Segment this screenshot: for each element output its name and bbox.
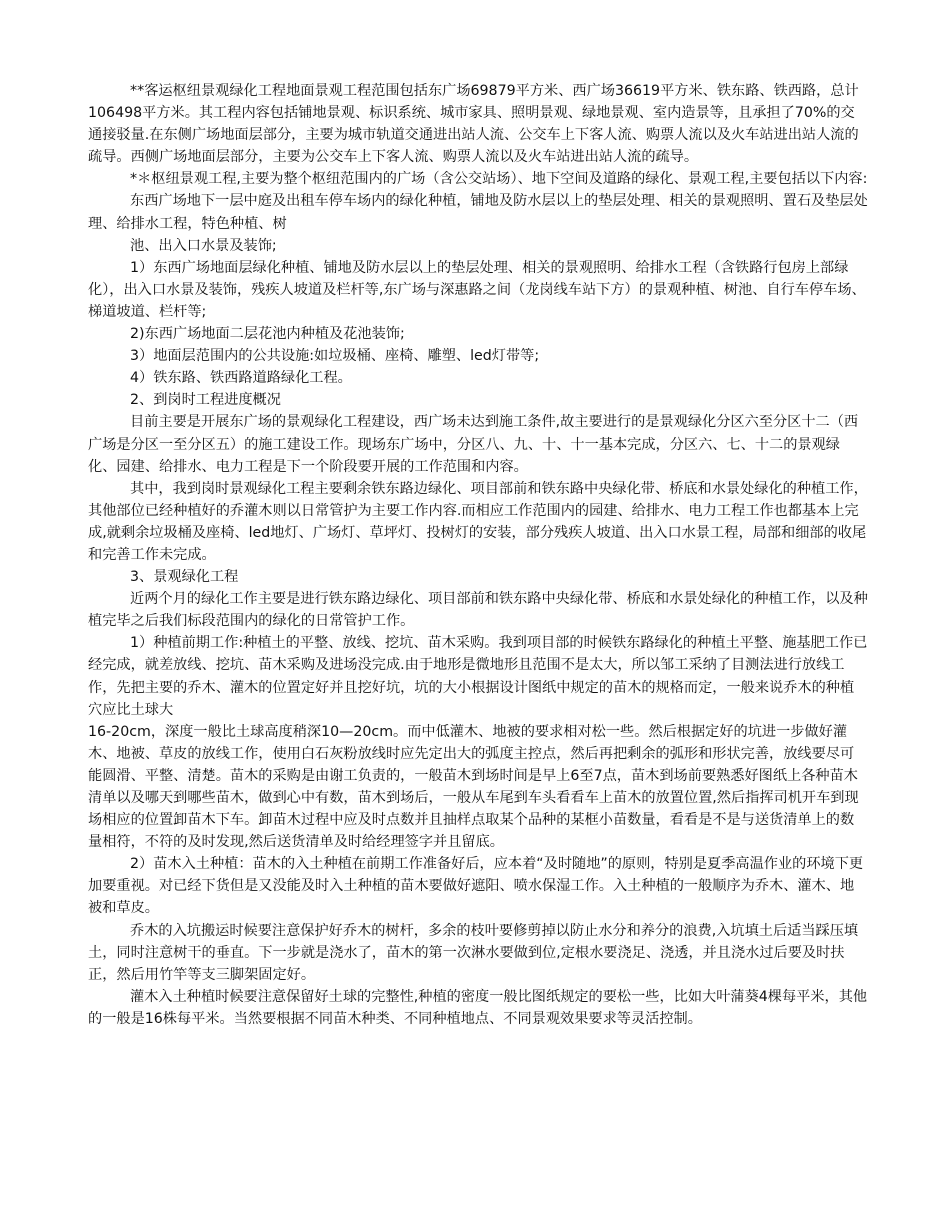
paragraph-recent-greening: 近两个月的绿化工作主要是进行铁东路边绿化、项目部前和铁东路中央绿化带、桥底和水景处绿化的种植工作，以及种植完毕之后我们标段范围内的绿化的日常管护工作。 — [88, 591, 868, 630]
list-item-1: 1）东西广场地面层绿化种植、铺地及防水层以上的垫层处理、相关的景观照明、给排水工程（含铁路行包房上部绿化），出入口水景及装饰，残疾人坡道及栏杆等,东广场与深惠路之间（龙岗线车站下方）的景观种植、树池、自行车停车场、梯道坡道、栏杆等; — [88, 259, 866, 320]
paragraph-project-scope: **客运枢纽景观绿化工程地面景观工程范围包括东广场69879平方米、西广场36619平方米、铁东路、铁西路，总计106498平方米。其工程内容包括铺地景观、标识系统、城市家具、照明景观、绿地景观、室内造景等，且承担了70%的交通接驳量.在东侧广场地面层部分，主要为城市轨道交通进出站人流、公交车上下客人流、购票人流以及火车站进出站人流的疏导。西侧广场地面层部分，主要为公交车上下客人流、购票人流以及火车站进出站人流的疏导。 — [88, 83, 859, 166]
list-item-4: 4）铁东路、铁西路道路绿化工程。 — [130, 370, 352, 387]
section-heading-3: 3、景观绿化工程 — [130, 569, 239, 586]
paragraph-remaining-work: 其中，我到岗时景观绿化工程主要剩余铁东路边绿化、项目部前和铁东路中央绿化带、桥底和水景处绿化的种植工作，其他部位已经种植好的乔灌木则以日常管护为主要工作内容.而相应工作范围内的园建、给排水、电力工程工作也都基本上完成,就剩余垃圾桶及座椅、led地灯、广场灯、草坪灯、投树灯的安装，部分残疾人坡道、出入口水景工程，局部和细部的收尾和完善工作未完成。 — [88, 480, 868, 563]
paragraph-pre-planting-cont: 16-20cm，深度一般比土球高度稍深10—20cm。而中低灌木、地被的要求相对松一些。然后根据定好的坑进一步做好灌木、地被、草皮的放线工作，使用白石灰粉放线时应先定出大的弧度主控点，然后再把剩余的弧形和形状完善，放线要尽可能圆滑、平整、清楚。苗木的采购是由谢工负责的，一般苗木到场时间是早上6至7点，苗木到场前要熟悉好图纸上各种苗木清单以及哪天到哪些苗木，做到心中有数，苗木到场后，一般从车尾到车头看看车上苗木的放置位置,然后指挥司机开车到现场相应的位置卸苗木下车。卸苗木过程中应及时点数并且抽样点取某个品种的某框小苗数量，看看是不是与送货清单上的数量相符，不符的及时发现,然后送货清单及时给经理签字并且留底。 — [88, 723, 859, 851]
list-item-2: 2)东西广场地面二层花池内种植及花池装饰; — [130, 326, 405, 343]
paragraph-progress-overview: 目前主要是开展东广场的景观绿化工程建设，西广场未达到施工条件,故主要进行的是景观绿化分区六至分区十二（西广场是分区一至分区五）的施工建设工作。现场东广场中，分区八、九、十、十一基本完成，分区六、七、十二的景观绿化、园建、给排水、电力工程是下一个阶段要开展的工作范围和内容。 — [88, 414, 859, 475]
paragraph-underground-level: 东西广场地下一层中庭及出租车停车场内的绿化种植，铺地及防水层以上的垫层处理、相关的景观照明、置石及垫层处理、给排水工程，特色种植、树 — [88, 193, 868, 232]
list-item-3: 3）地面层范围内的公共设施:如垃圾桶、座椅、雕塑、led灯带等; — [130, 348, 540, 365]
paragraph-pre-planting: 1）种植前期工作:种植土的平整、放线、挖坑、苗木采购。我到项目部的时候铁东路绿化的种植土平整、施基肥工作已经完成，就差放线、挖坑、苗木采购及进场没完成.由于地形是微地形且范围不是太大，所以邹工采纳了目测法进行放线工作，先把主要的乔木、灌木的位置定好并且挖好坑，坑的大小根据设计图纸中规定的苗木的规格而定，一般来说乔木的种植穴应比土球大 — [88, 635, 868, 718]
document-page — [88, 80, 868, 1030]
paragraph-shrub-planting: 灌木入土种植时候要注意保留好土球的完整性,种植的密度一般比图纸规定的要松一些，比如大叶蒲葵4棵每平米，其他的一般是16株每平米。当然要根据不同苗木种类、不同种植地点、不同景观效果要求等灵活控制。 — [88, 988, 868, 1027]
paragraph-hub-landscape-intro: *＊枢纽景观工程,主要为整个枢纽范围内的广场（含公交站场）、地下空间及道路的绿化、景观工程,主要包括以下内容: — [130, 171, 868, 188]
paragraph-underground-level-cont: 池、出入口水景及装饰; — [130, 237, 277, 254]
paragraph-planting: 2）苗木入土种植：苗木的入土种植在前期工作准备好后，应本着“及时随地”的原则，特别是夏季高温作业的环境下更加要重视。对已经下货但是又没能及时入土种植的苗木要做好遮阳、喷水保湿工作。入土种植的一般顺序为乔木、灌木、地被和草皮。 — [88, 856, 864, 917]
section-heading-2: 2、到岗时工程进度概况 — [130, 392, 281, 409]
paragraph-tree-planting: 乔木的入坑搬运时候要注意保护好乔木的树杆，多余的枝叶要修剪掉以防止水分和养分的浪费,入坑填土后适当踩压填土，同时注意树干的垂直。下一步就是浇水了，苗木的第一次淋水要做到位,定根水要浇足、浇透，并且浇水过后要及时扶正，然后用竹竿等支三脚架固定好。 — [88, 922, 859, 983]
